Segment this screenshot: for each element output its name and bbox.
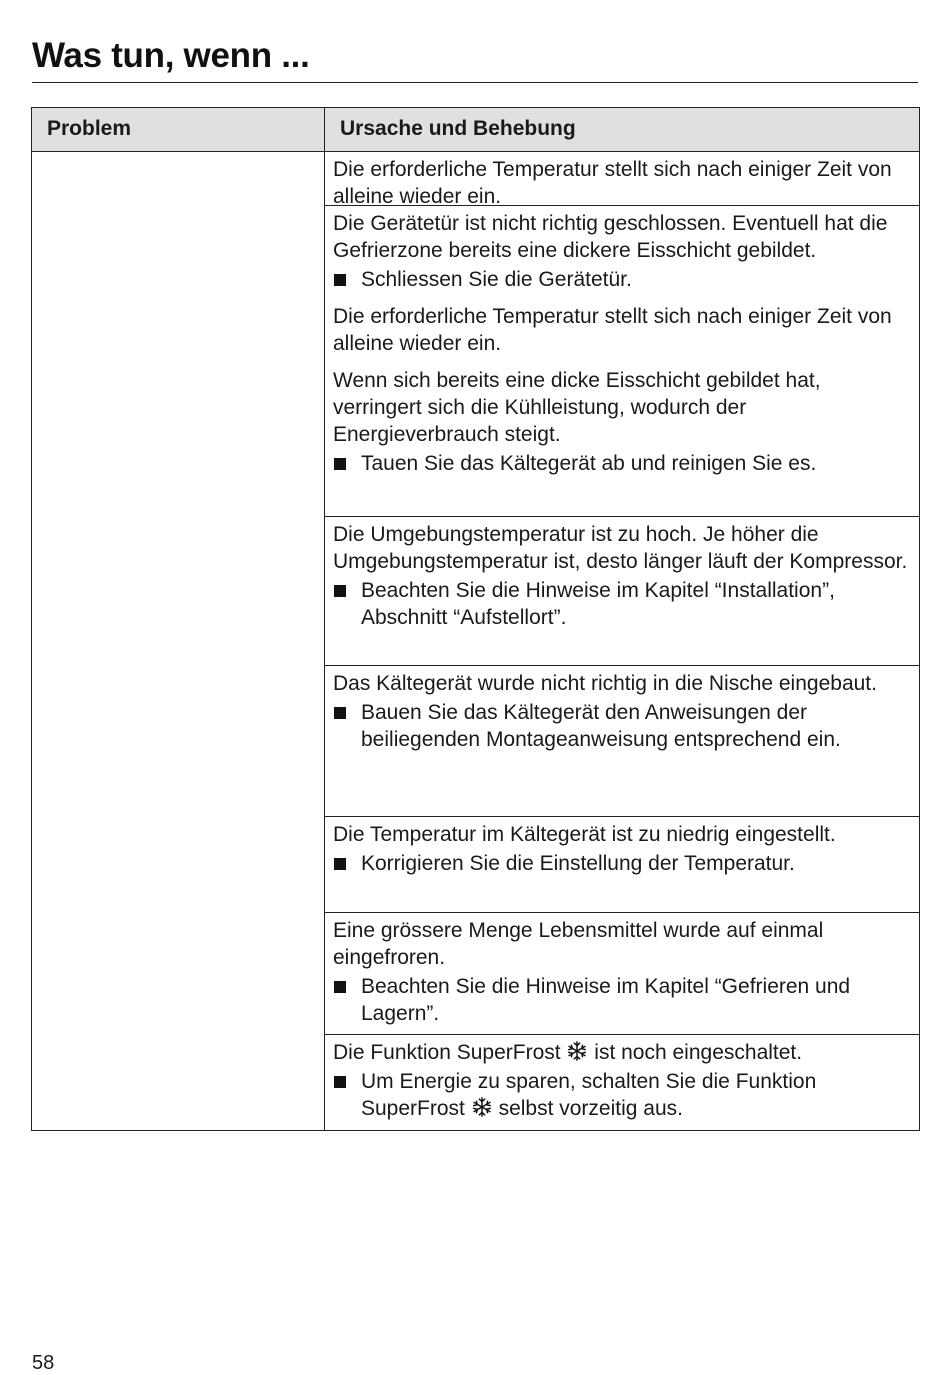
cause-text: Die Temperatur im Kältegerät ist zu niedrig eingestellt. <box>333 823 836 846</box>
table-header <box>32 108 919 152</box>
table-row <box>325 152 919 206</box>
header-cause: Ursache und Behebung <box>340 117 576 140</box>
action-bullet <box>333 973 911 1027</box>
cause-text: Das Kältegerät wurde nicht richtig in die Nische eingebaut. <box>333 672 877 695</box>
troubleshooting-table <box>31 107 920 1131</box>
table-row <box>325 913 919 1035</box>
action-bullet <box>333 850 911 877</box>
page-title: Was tun, wenn ... <box>32 36 310 75</box>
action-text: Bauen Sie das Kältegerät den Anweisungen der beiliegenden Montageanweisung entsprechend ein. <box>361 701 841 751</box>
action-text: Tauen Sie das Kältegerät ab und reinigen Sie es. <box>361 452 817 475</box>
action-text: Korrigieren Sie die Einstellung der Temperatur. <box>361 852 795 875</box>
cause-text: Eine grössere Menge Lebensmittel wurde auf einmal eingefroren. <box>333 919 824 969</box>
cause-text: Die Umgebungstemperatur ist zu hoch. Je höher die Umgebungstemperatur ist, desto länger läuft der Kompressor. <box>333 523 908 573</box>
bullet-square-icon <box>334 858 346 870</box>
table-row <box>325 517 919 666</box>
action-bullet <box>333 1068 911 1122</box>
action-text <box>361 1068 911 1122</box>
cause-text: Die Gerätetür ist nicht richtig geschlossen. Eventuell hat die Gefrierzone bereits eine dickere Eisschicht gebildet. <box>333 212 888 262</box>
bullet-square-icon <box>334 458 346 470</box>
table-row <box>325 666 919 817</box>
bullet-square-icon <box>334 981 346 993</box>
action-bullet <box>333 266 911 293</box>
table-body <box>32 152 919 1130</box>
cause-text-part: Die Funktion SuperFrost <box>333 1041 561 1064</box>
title-divider <box>32 82 918 83</box>
cause-text: Die erforderliche Temperatur stellt sich nach einiger Zeit von alleine wieder ein. <box>333 158 892 208</box>
action-text-part: Um Energie zu sparen, schalten Sie die Funktion SuperFrost <box>361 1070 817 1120</box>
action-bullet <box>333 699 911 753</box>
bullet-square-icon <box>334 1076 346 1088</box>
bullet-square-icon <box>334 707 346 719</box>
action-bullet <box>333 450 911 477</box>
table-row <box>325 206 919 517</box>
cause-text <box>333 1039 911 1066</box>
problem-column <box>32 152 325 1130</box>
cause-text: Die erforderliche Temperatur stellt sich nach einiger Zeit von alleine wieder ein. <box>333 305 892 355</box>
header-problem: Problem <box>32 108 325 151</box>
table-row <box>325 817 919 913</box>
table-row <box>325 1035 919 1130</box>
page-number: 58 <box>32 1352 55 1374</box>
cause-column <box>325 152 919 1130</box>
action-bullet <box>333 577 911 631</box>
cause-text-part: ist noch eingeschaltet. <box>594 1041 803 1064</box>
action-text: Beachten Sie die Hinweise im Kapitel “Gefrieren und Lagern”. <box>361 975 851 1025</box>
bullet-square-icon <box>334 585 346 597</box>
bullet-square-icon <box>334 274 346 286</box>
snowflake-icon <box>566 1040 588 1062</box>
action-text: Beachten Sie die Hinweise im Kapitel “Installation”, Abschnitt “Aufstellort”. <box>361 579 835 629</box>
cause-text: Wenn sich bereits eine dicke Eisschicht gebildet hat, verringert sich die Kühlleistung, wodurch der Energieverbrauch steigt. <box>333 369 821 446</box>
action-text-part: selbst vorzeitig aus. <box>498 1097 683 1120</box>
snowflake-icon <box>471 1096 493 1118</box>
action-text: Schliessen Sie die Gerätetür. <box>361 268 632 291</box>
